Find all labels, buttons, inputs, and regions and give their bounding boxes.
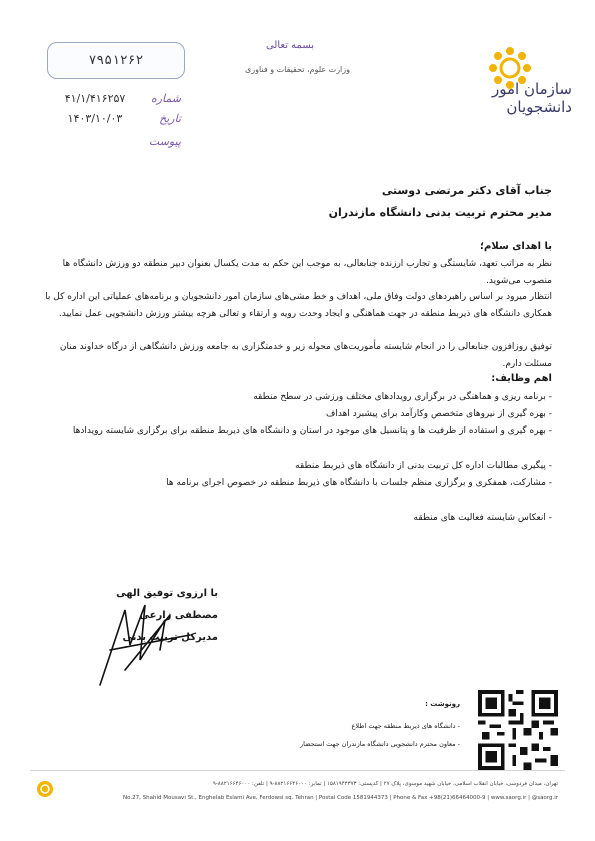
date-label: تاریخ: [159, 112, 181, 125]
duty-item: - انعکاس شایسته فعالیت های منطقه: [413, 513, 552, 523]
ministry-name: وزارت علوم، تحقیقات و فناوری: [245, 65, 350, 74]
handwritten-signature: [70, 590, 210, 690]
registration-number-box: ۷۹۵۱۲۶۲: [47, 42, 185, 79]
cc-heading: رونوشت :: [425, 700, 460, 708]
duty-item: - برنامه ریزی و هماهنگی در برگزاری رویدادهای مختلف ورزشی در سطح منطقه: [253, 392, 552, 402]
letter-date: ۱۴۰۳/۱۰/۰۳: [67, 112, 123, 125]
duty-item: - مشارکت، همفکری و برگزاری منظم جلسات با دانشگاه های ذیربط منطقه در خصوص اجرای برنامه ها: [166, 478, 552, 488]
org-name-line2: دانشجویان: [506, 98, 572, 116]
cc-item: - معاون محترم دانشجویی دانشگاه مازندران جهت استحضار: [299, 740, 460, 748]
paragraph-appointment: نظر به مراتب تعهد، شایستگی و تجارب ارزنده جنابعالی، به موجب این حکم به مدت یکسال بعنوان دبیر منطقه دو ورزش دانشگاه ها منصوب می‌شوید.: [62, 259, 552, 286]
cc-item: - دانشگاه های ذیربط منطقه جهت اطلاع: [351, 722, 460, 730]
signature-closing: با ارزوی توفیق الهی: [116, 588, 218, 599]
greeting: با اهدای سلام؛: [480, 241, 552, 252]
duties-heading: اهم وظایف:: [491, 373, 552, 384]
basmala: بسمه تعالی: [265, 40, 315, 51]
footer-divider: [30, 770, 565, 771]
duty-item: - پیگیری مطالبات اداره کل تربیت بدنی از دانشگاه های ذیربط منطقه: [295, 461, 552, 471]
duty-item: - بهره گیری از نیروهای متخصص وکارآمد برای پیشبرد اهداف: [326, 409, 552, 419]
number-label: شماره: [150, 92, 181, 105]
signatory-name: مصطفی زارعی: [139, 610, 218, 621]
org-logo-small-icon: [36, 780, 54, 798]
attachment-label: پیوست: [148, 135, 181, 148]
letter-number: ۴۱/۱/۴۱۶۲۵۷: [64, 92, 126, 105]
footer-address-en: No.27, Shahid Mousavi St., Enghelab Eslami Ave, Ferdowsi sq. Tehran | Postal Code 1581944373 | Phone & Fax +98(21)66464000-9 | www.saorg.ir | @saorg.ir: [123, 795, 558, 801]
paragraph-wishes: توفیق روزافزون جنابعالی را در انجام شایسته مأموریت‌های محوله زیر و خدمتگزاری به جامعه ورزش دانشگاهی از درگاه خداوند منان مسئلت دارم.: [59, 342, 552, 369]
qr-code-icon: [478, 690, 558, 770]
recipient-name: جناب آقای دکتر مرتضی دوستی: [381, 184, 552, 197]
duty-item: - بهره گیری و استفاده از ظرفیت ها و پتانسیل های موجود در استان و دانشگاه های ذیربط منطقه برای برگزاری شایسته رویدادها: [72, 426, 552, 436]
org-name-line1: سازمان امور: [492, 80, 572, 98]
footer-address-fa: تهران، میدان فردوسی، خیابان انقلاب اسلامی، خیابان شهید موسوی، پلاک ۲۷ | کدپستی: ۱۵۸۱۹۴۴۳۷۳ | تمابر: ۸۸۲۱۶۶۴۶۰۰۰-۹ | تلفن: ۸۸۲۱۶۶۴۶۰۰۰-۹: [212, 781, 558, 787]
signatory-title: مدیرکل تربیت بدنی: [122, 632, 218, 643]
paragraph-expectations: انتظار میرود بر اساس راهبردهای دولت وفاق ملی، اهداف و خط مشی‌های سازمان امور دانشجویان و برنامه‌های عملیاتی این اداره کل با همکاری دانشگاه های ذیربط منطقه در جهت هماهنگی و ایجاد وحدت رویه و ارتقاء و تعالی هرچه بیشتر ورزش دانشجویی عمل نمایید.: [45, 292, 552, 319]
recipient-title: مدیر محترم تربیت بدنی دانشگاه مازندران: [328, 206, 552, 219]
